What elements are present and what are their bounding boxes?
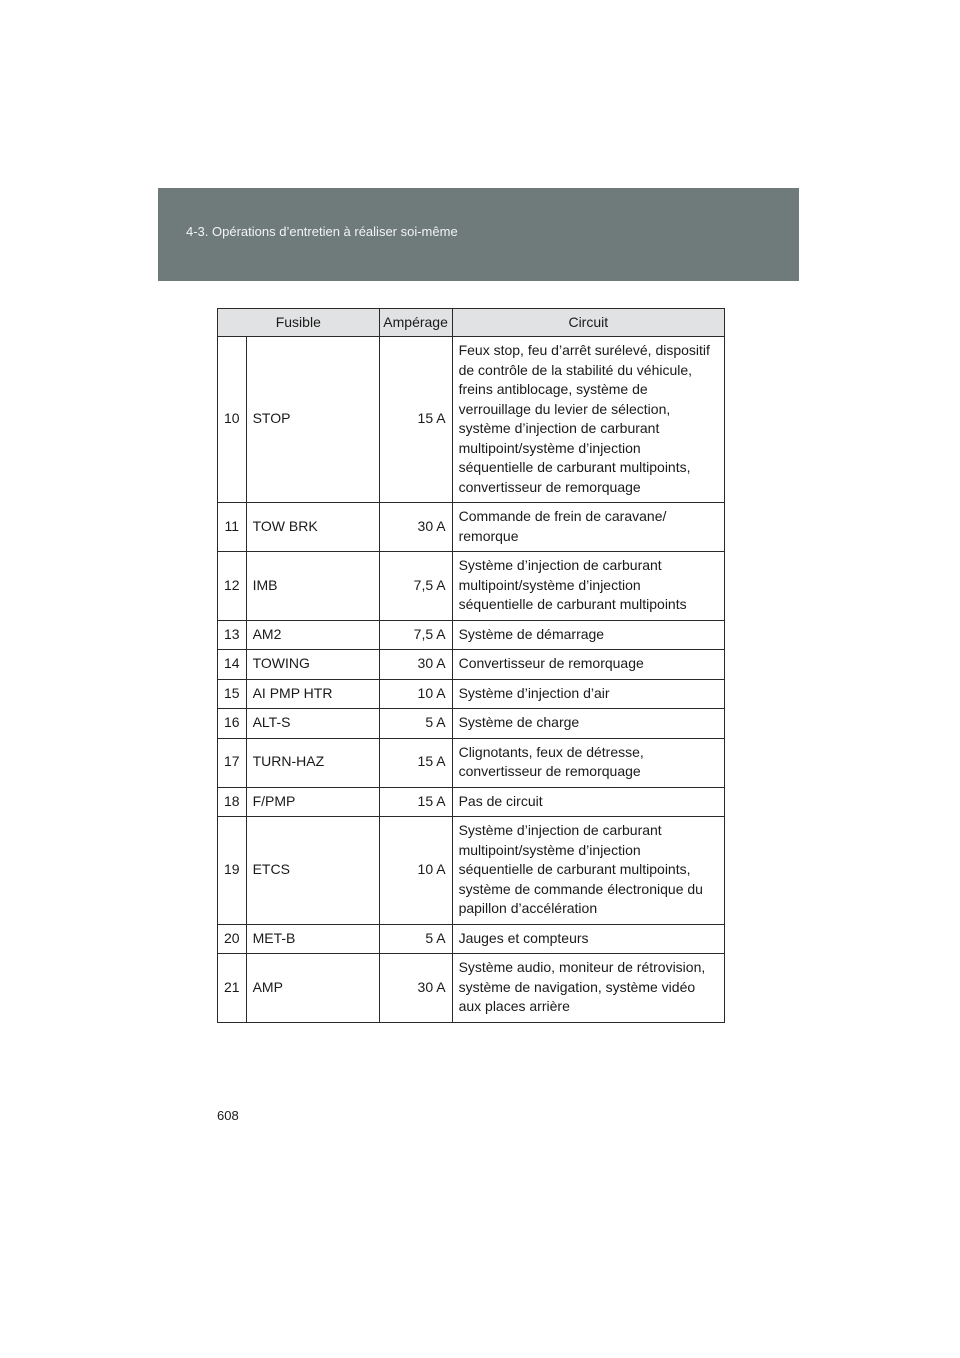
amperage-cell: 5 A xyxy=(379,709,452,739)
fuse-number-cell: 17 xyxy=(218,738,247,787)
fuse-number-cell: 11 xyxy=(218,503,247,552)
column-header-circuit: Circuit xyxy=(452,309,724,337)
fuse-number-cell: 12 xyxy=(218,552,247,621)
amperage-cell: 10 A xyxy=(379,817,452,925)
column-header-fuse: Fusible xyxy=(218,309,380,337)
circuit-cell: Pas de circuit xyxy=(452,787,724,817)
amperage-cell: 7,5 A xyxy=(379,620,452,650)
fuse-table xyxy=(217,308,725,1023)
table-row xyxy=(218,787,725,817)
table-row xyxy=(218,650,725,680)
amperage-cell: 15 A xyxy=(379,787,452,817)
fuse-number-cell: 16 xyxy=(218,709,247,739)
circuit-cell: Système de charge xyxy=(452,709,724,739)
circuit-cell: Système d’injection de carburant multipoint/système d’injection séquentielle de carburant multipoints, système de commande électronique du papillon d’accélération xyxy=(452,817,724,925)
amperage-cell: 10 A xyxy=(379,679,452,709)
circuit-cell: Système audio, moniteur de rétrovision, système de navigation, système vidéo aux places arrière xyxy=(452,954,724,1023)
amperage-cell: 30 A xyxy=(379,503,452,552)
circuit-cell: Clignotants, feux de détresse, convertisseur de remorquage xyxy=(452,738,724,787)
fuse-number-cell: 14 xyxy=(218,650,247,680)
fuse-number-cell: 10 xyxy=(218,337,247,503)
fuse-name-cell: AM2 xyxy=(246,620,379,650)
section-title: 4-3. Opérations d’entretien à réaliser soi-même xyxy=(186,224,458,239)
table-row xyxy=(218,679,725,709)
table-row xyxy=(218,552,725,621)
circuit-cell: Système d’injection de carburant multipoint/système d’injection séquentielle de carburant multipoints xyxy=(452,552,724,621)
fuse-number-cell: 13 xyxy=(218,620,247,650)
circuit-cell: Feux stop, feu d’arrêt surélevé, dispositif de contrôle de la stabilité du véhicule, freins antiblocage, système de verrouillage du levier de sélection, système d’injection de carburant multipoint/système d’injection séquentielle de carburant multipoints, convertisseur de remorquage xyxy=(452,337,724,503)
table-row xyxy=(218,817,725,925)
circuit-cell: Convertisseur de remorquage xyxy=(452,650,724,680)
fuse-number-cell: 19 xyxy=(218,817,247,925)
section-header xyxy=(158,188,799,281)
fuse-name-cell: TOWING xyxy=(246,650,379,680)
table-body xyxy=(218,337,725,1023)
circuit-cell: Commande de frein de caravane/ remorque xyxy=(452,503,724,552)
amperage-cell: 5 A xyxy=(379,924,452,954)
table-row xyxy=(218,924,725,954)
table-row xyxy=(218,954,725,1023)
fuse-name-cell: F/PMP xyxy=(246,787,379,817)
fuse-number-cell: 20 xyxy=(218,924,247,954)
column-header-amperage: Ampérage xyxy=(379,309,452,337)
amperage-cell: 30 A xyxy=(379,954,452,1023)
amperage-cell: 30 A xyxy=(379,650,452,680)
fuse-name-cell: IMB xyxy=(246,552,379,621)
fuse-name-cell: MET-B xyxy=(246,924,379,954)
amperage-cell: 15 A xyxy=(379,337,452,503)
table-row xyxy=(218,709,725,739)
table-row xyxy=(218,738,725,787)
fuse-number-cell: 18 xyxy=(218,787,247,817)
circuit-cell: Jauges et compteurs xyxy=(452,924,724,954)
fuse-name-cell: TURN-HAZ xyxy=(246,738,379,787)
circuit-cell: Système de démarrage xyxy=(452,620,724,650)
fuse-number-cell: 15 xyxy=(218,679,247,709)
fuse-name-cell: AI PMP HTR xyxy=(246,679,379,709)
table-row xyxy=(218,620,725,650)
fuse-name-cell: ETCS xyxy=(246,817,379,925)
fuse-number-cell: 21 xyxy=(218,954,247,1023)
amperage-cell: 15 A xyxy=(379,738,452,787)
page-number: 608 xyxy=(217,1108,239,1123)
circuit-cell: Système d’injection d’air xyxy=(452,679,724,709)
table-row xyxy=(218,337,725,503)
amperage-cell: 7,5 A xyxy=(379,552,452,621)
table-header-row xyxy=(218,309,725,337)
fuse-name-cell: STOP xyxy=(246,337,379,503)
table-row xyxy=(218,503,725,552)
fuse-name-cell: TOW BRK xyxy=(246,503,379,552)
fuse-name-cell: ALT-S xyxy=(246,709,379,739)
fuse-name-cell: AMP xyxy=(246,954,379,1023)
